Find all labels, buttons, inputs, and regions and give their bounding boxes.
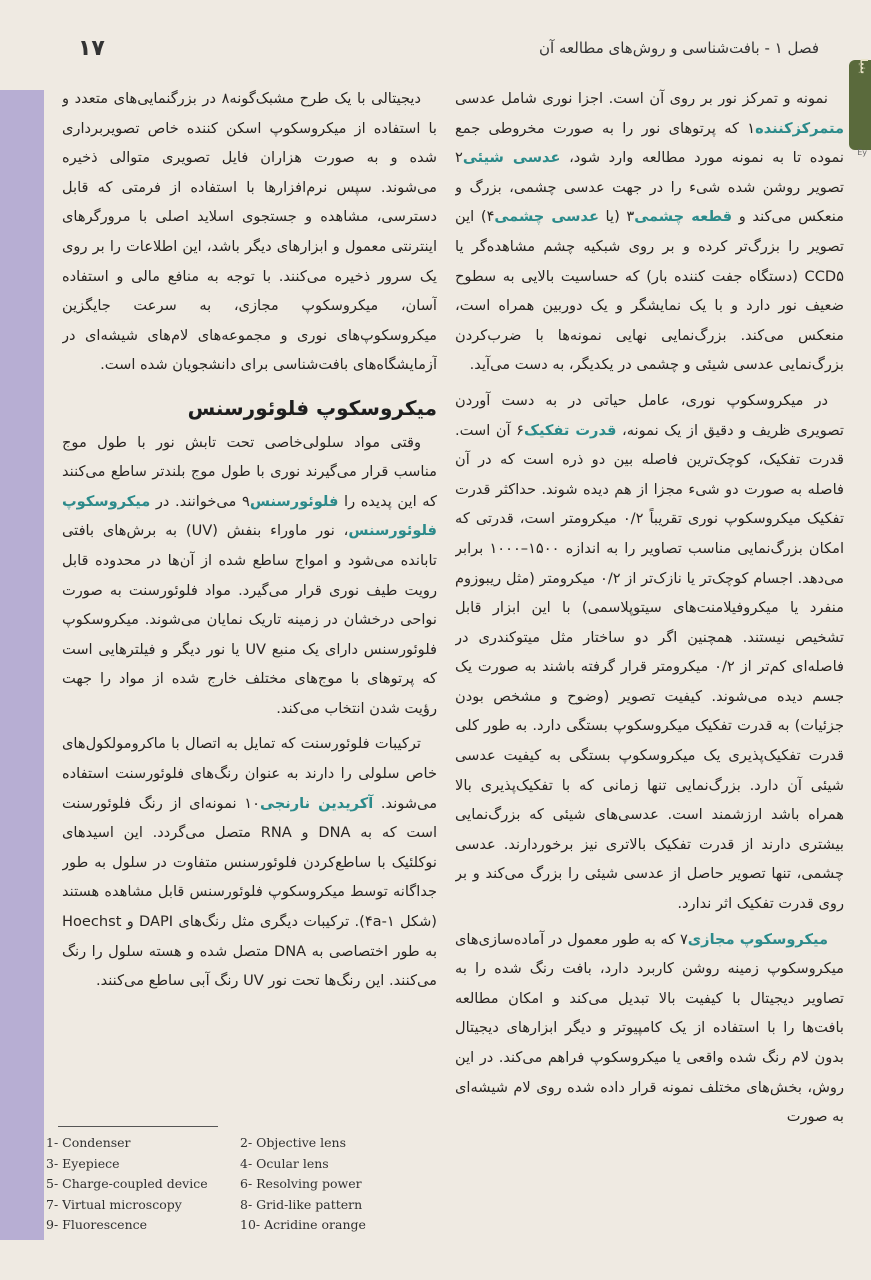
footnote-item: 5- Charge-coupled device xyxy=(46,1176,208,1192)
footnote-item: 4- Ocular lens xyxy=(240,1155,329,1171)
term-highlight: فلوئورسنس xyxy=(249,492,339,510)
text-run: ترکیبات فلوئورسنت که تمایل به اتصال با ماکرومولکول‌های خاص سلولی را دارند به عنوان رنگ‌های فلوئورسنت استفاده می‌شوند. xyxy=(62,735,437,812)
text-run: ، نور ماوراء بنفش (UV) به برش‌های بافتی تابانده می‌شود و امواج ساطع شده از آن‌ها در محدوده قابل رویت طیف نوری قرار می‌گیرد. مواد فلوئورسنت به صورت نواحی درخشان در زمینه تاریک نمایان می‌شوند. میکروسکوپ فلوئورسنس دارای یک منبع UV یا نور دیگر و فیلترهایی است که پرتوهای با موج‌های مختلف خارج شده از مواد را جهت رؤیت شدن انتخاب می‌کند. xyxy=(62,522,437,717)
footnote-item: 2- Objective lens xyxy=(240,1135,346,1150)
text-run: ۶ آن است. قدرت تفکیک، کوچک‌ترین فاصله بین دو ذره است که در آن فاصله به صورت دو شیء مجزا از هم دیده شوند. حداکثر قدرت تفکیک میکروسکوپ نوری تقریباً ۰/۲ میکرومتر است، قدرتی که امکان بزرگ‌نمایی مناسب تصاویر را به اندازه ۱۵۰۰–۱۰۰۰ برابر می‌دهد. اجسام کوچک‌تر یا نازک‌تر از ۰/۲ میکرومتر (مثل ریبوزوم منفرد یا میکروفیلامنت‌های سیتوپلاسمی) با این ابزار قابل تشخیص نیستند. همچنین اگر دو ساختار مثل میتوکندری در فاصله‌ای کم‌تر از ۰/۲ میکرومتر قرار گرفته باشند به صورت یک جسم دیده می‌شوند. کیفیت تصویر (وضوح و مشخص بودن جزئیات) به قدرت تفکیک میکروسکوپ بستگی دارد. به طور کلی قدرت تفکیک‌پذیری یک میکروسکوپ بستگی به کیفیت عدسی شیئی آن دارد. بزرگ‌نمایی تنها زمانی که با تفکیک‌پذیری بالا همراه باشد ارزشمند است. عدسی‌های شیئی که بزرگ‌نمایی بیشتری دارند از قدرت تفکیک بالاتری نیز برخوردارند. عدسی چشمی، تنها تصویر حاصل از عدسی شیئی را بزرگ می‌کند و بر روی قدرت تفکیک اثر ندارد. xyxy=(455,421,844,913)
footnote-item: 10- Acridine orange xyxy=(240,1217,366,1233)
section-title-fluorescence: میکروسکوپ فلوئورسنس xyxy=(187,395,437,420)
footnote-row xyxy=(46,1154,436,1175)
footnote-row xyxy=(46,1133,436,1154)
term-highlight: میکروسکوپ فلوئورسنس xyxy=(62,492,437,540)
text-run: ۳ (یا xyxy=(598,208,635,226)
paragraph-virtual-continued xyxy=(62,84,437,380)
side-color-band xyxy=(0,90,44,1240)
page-number: ۱۷ xyxy=(78,36,105,61)
text-run: وقتی مواد سلولی‌خاصی تحت تابش نور با طول موج مناسب قرار می‌گیرند نوری با طول موج بلندتر ساطع می‌کنند که این پدیده را xyxy=(62,433,437,510)
text-run: ۲ تصویر روشن شده شیء را در جهت عدسی چشمی، بزرگ و منعکس می‌کند و xyxy=(455,149,844,226)
term-highlight: قطعه چشمی xyxy=(634,208,733,226)
term-highlight: میکروسکوپ مجازی xyxy=(687,930,828,948)
footnote-row xyxy=(46,1195,436,1216)
text-run: در میکروسکوپ نوری، عامل حیاتی در به دست آوردن تصویری ظریف و دقیق از یک نمونه، xyxy=(455,391,844,439)
footnote-item: 8- Grid-like pattern xyxy=(240,1196,363,1212)
text-run: ۱۰ نمونه‌ای از رنگ فلوئورسنت است که به DNA و RNA متصل می‌گردد. این اسیدهای نوکلئیک با ساطع‌کردن فلوئورسنس متفاوت در سلول به طور جداگانه توسط میکروسکوپ فلوئورسنس قابل مشاهده هستند (شکل ۴a-۱). ترکیبات دیگری مثل رنگ‌های DAPI و Hoechst به طور اختصاصی به DNA متصل شده و هسته سلول را رنگ می‌کنند. این رنگ‌ها تحت نور UV رنگ آبی ساطع می‌کنند. xyxy=(62,794,437,990)
footnotes xyxy=(46,1133,436,1236)
chapter-title: فصل ۱ - بافت‌شناسی و روش‌های مطالعه آن xyxy=(539,39,819,57)
footnote-item: 7- Virtual microscopy xyxy=(46,1196,182,1212)
text-run: ۷ که به طور معمول در آماده‌سازی‌های میکروسکوپ زمینه روشن کاربرد دارد، بافت رنگ شده را به تصاویر دیجیتال با کیفیت بالا تبدیل می‌کند و امکان مطالعه بافت‌ها را با استفاده از یک کامپیوتر و دیگر ابزارهای دیجیتال بدون لام رنگ شده واقعی یا میکروسکوپ فراهم می‌کند. در این روش، بخش‌های مختلف نمونه قرار داده شده روی لام شیشه‌ای به صورت xyxy=(455,930,844,1126)
paragraph-fluorescence xyxy=(62,428,437,724)
text-run: نمونه و تمرکز نور بر روی آن است. اجزا نوری شامل عدسی xyxy=(455,90,828,107)
footnote-item: 1- Condenser xyxy=(46,1135,131,1150)
text-run: ۹ می‌خوانند. در xyxy=(150,492,250,510)
footnote-item: 9- Fluorescence xyxy=(46,1217,148,1233)
text-run: ۴) این تصویر را بزرگ‌تر کرده و بر روی شبکیه چشم مشاهده‌گر یا CCD۵ (دستگاه جفت کننده بار) که حساسیت بالایی به سطوح ضعیف نور دارد و با یک نمایشگر و یک دوربین همراه است، منعکس می‌کند. بزرگ‌نمایی نهایی نمونه‌ها با ضرب‌کردن بزرگ‌نمایی عدسی شیئی و چشمی در یکدیگر، به دست می‌آید. xyxy=(455,208,844,374)
text-run: دیجیتالی با یک طرح مشبک‌گونه۸ در بزرگنمایی‌های متعدد و با استفاده از میکروسکوپ اسکن کننده خاص تصویربرداری شده و به صورت هزاران فایل تصویری متوالی ذخیره می‌شوند. سپس نرم‌افزارها با استفاده از فرمتی که قابل دسترسی، مشاهده و جستجوی اسلاید اصلی با مرورگرهای اینترنتی معمول و ابزارهای دیگر باشد، این اطلاعات را بر روی یک سرور ذخیره می‌کنند. با توجه به منافع مالی و استفاده آسان، میکروسکوپ مجازی، به سرعت جایگزین میکروسکوپ‌های نوری و مجموعه‌های لام‌های شیشه‌ای در آزمایشگاه‌های بافت‌شناسی برای دانشجویان شده است. xyxy=(62,90,437,374)
right-column xyxy=(455,84,844,1244)
chapter-edge-foot: Ey xyxy=(857,148,867,157)
paragraph-optics xyxy=(455,84,844,380)
paragraph-virtual-microscopy xyxy=(455,925,844,1132)
footnote-row xyxy=(46,1215,436,1236)
footnote-divider xyxy=(58,1126,218,1127)
paragraph-resolution xyxy=(455,386,844,919)
term-highlight: آکریدین نارنجی xyxy=(259,794,374,812)
paragraph-fluorescent-dyes xyxy=(62,729,437,995)
term-highlight: قدرت تفکیک xyxy=(524,421,617,439)
footnote-item: 6- Resolving power xyxy=(240,1176,362,1192)
text-run: ۱ که پرتوهای نور را به صورت مخروطی جمع نموده تا به نمونه مورد مطالعه وارد شود، xyxy=(455,119,844,167)
term-highlight: متمرکزکننده xyxy=(755,119,844,137)
term-highlight: عدسی چشمی xyxy=(494,208,599,226)
chapter-edge-label: بنیا xyxy=(858,58,869,74)
footnote-item: 3- Eyepiece xyxy=(46,1155,120,1171)
left-column xyxy=(62,84,437,1134)
term-highlight: عدسی شیئی xyxy=(462,149,561,167)
footnote-row xyxy=(46,1174,436,1195)
